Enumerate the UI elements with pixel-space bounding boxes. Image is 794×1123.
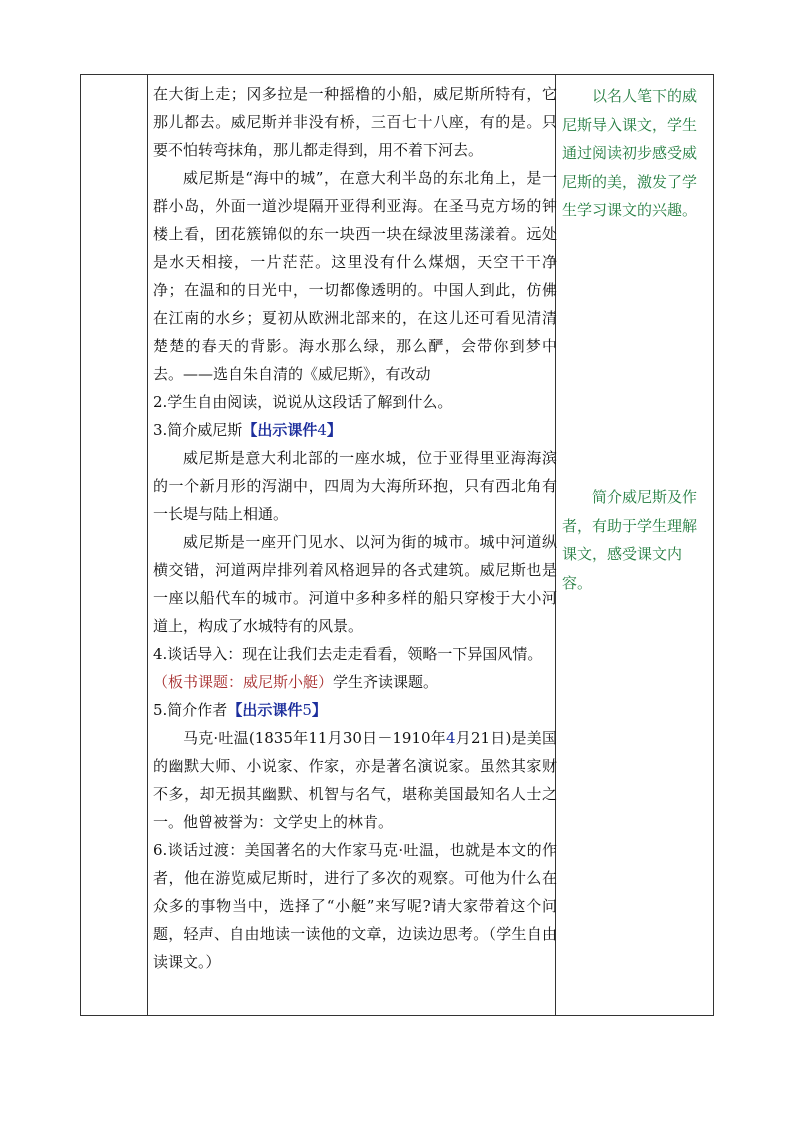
step-4-board: （板书课题：威尼斯小艇）学生齐读课题。	[153, 673, 439, 691]
author-intro: 马克·吐温(1835年11月30日－1910年4月21日)是美国的幽默大师、小说家、作家，亦是著名演说家。虽然其家财不多，却无损其幽默、机智与名气，堪称美国最知名人士之一。他曾被誉为：文学史上的林肯。	[153, 729, 557, 831]
design-note-1: 以名人笔下的威尼斯导入课文，学生通过阅读初步感受威尼斯的美，激发了学生学习课文的兴趣。	[562, 87, 698, 219]
lesson-table	[80, 74, 714, 1016]
step-6: 6.谈话过渡：美国著名的大作家马克·吐温，也就是本文的作者，他在游览威尼斯时，进行了多次的观察。可他为什么在众多的事物当中，选择了“小艇”来写呢?请大家带着这个问题，轻声、自由地读一读他的文章，边读边思考。（学生自由读课文。）	[153, 841, 557, 971]
step-2: 2.学生自由阅读，说说从这段话了解到什么。	[153, 393, 453, 411]
courseware-tag: 【出示课件5】	[227, 701, 327, 719]
table-border-right	[713, 75, 714, 1015]
teaching-process-column	[153, 80, 557, 976]
step-5: 5.简介作者【出示课件5】	[153, 701, 327, 719]
venice-intro-1: 威尼斯是意大利北部的一座水城，位于亚得里亚海海滨的一个新月形的泻湖中，四周为大海所环抱，只有西北角有一长堤与陆上相通。	[153, 449, 557, 523]
table-divider-1	[147, 75, 148, 1015]
venice-intro-2: 威尼斯是一座开门见水、以河为街的城市。城中河道纵横交错，河道两岸排列着风格迥异的各式建筑。威尼斯也是一座以船代车的城市。河道中多种多样的船只穿梭于大小河道上，构成了水城特有的风景。	[153, 533, 557, 635]
design-note-2: 简介威尼斯及作者，有助于学生理解课文，感受课文内容。	[562, 488, 698, 592]
table-border-left	[80, 75, 81, 1015]
venice-excerpt-part1: 在大街上走；冈多拉是一种摇橹的小船，威尼斯所特有，它那儿都去。威尼斯并非没有桥，三百七十八座，有的是。只要不怕转弯抹角，那儿都走得到，用不着下河去。	[153, 85, 557, 159]
step-3: 3.简介威尼斯【出示课件4】	[153, 421, 342, 439]
board-title: （板书课题：威尼斯小艇）	[153, 673, 334, 691]
step-4: 4.谈话导入：现在让我们去走走看看，领略一下异国风情。	[153, 645, 543, 663]
courseware-tag: 【出示课件4】	[242, 421, 342, 439]
venice-excerpt-part2: 威尼斯是“海中的城”，在意大利半岛的东北角上，是一群小岛，外面一道沙堤隔开亚得利亚海。在圣马克方场的钟楼上看，团花簇锦似的东一块西一块在绿波里荡漾着。远处是水天相接，一片茫茫。这里没有什么煤烟，天空干干净净；在温和的日光中，一切都像透明的。中国人到此，仿佛在江南的水乡；夏初从欧洲北部来的，在这儿还可看见清清楚楚的春天的背影。海水那么绿，那么酽，会带你到梦中去。——选自朱自清的《威尼斯》，有改动	[153, 169, 557, 383]
